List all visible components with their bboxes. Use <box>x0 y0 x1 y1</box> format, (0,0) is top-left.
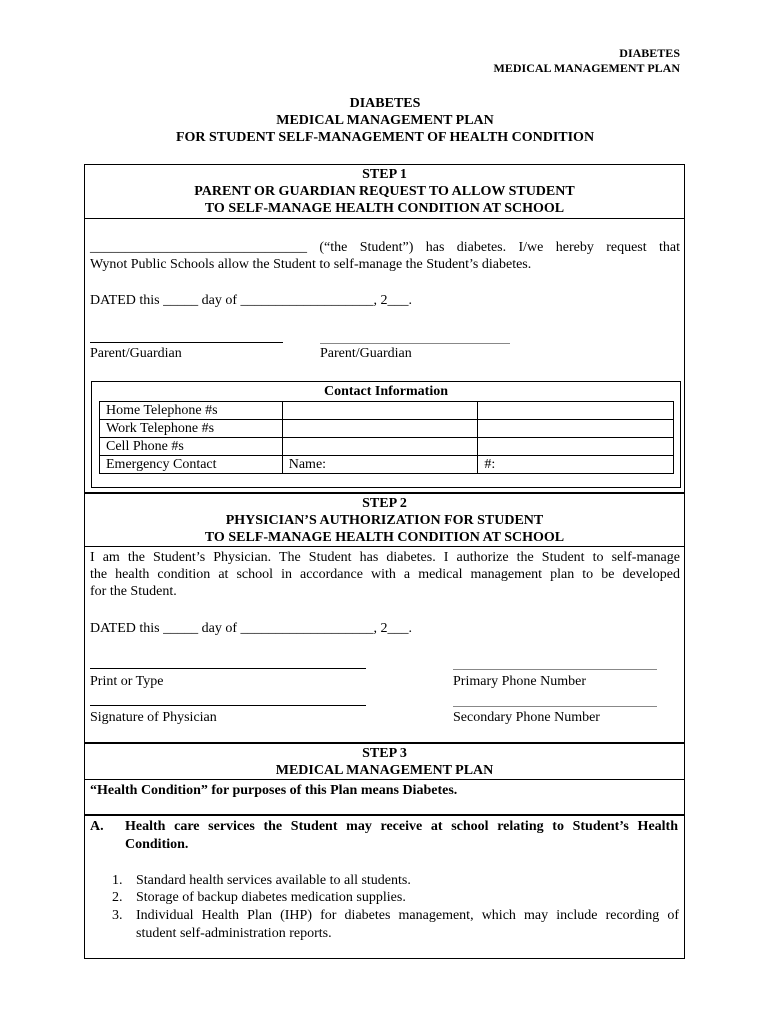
contact-cell[interactable] <box>282 402 478 420</box>
health-condition-definition: “Health Condition” for purposes of this Plan means Diabetes. <box>90 783 458 798</box>
step1-heading-line1: STEP 1 <box>362 167 407 182</box>
step1-dated-line[interactable]: DATED this _____ day of ___________________, 2___. <box>90 293 412 308</box>
document-title <box>0 95 770 146</box>
contact-cell[interactable] <box>478 420 674 438</box>
step1-request-line2: Wynot Public Schools allow the Student to self-manage the Student’s diabetes. <box>90 257 532 272</box>
contact-row-label: Work Telephone #s <box>100 420 283 438</box>
contact-info-table <box>99 401 674 474</box>
contact-row-label: Cell Phone #s <box>100 438 283 456</box>
divider <box>84 779 685 780</box>
emergency-number-cell[interactable]: #: <box>478 456 674 474</box>
parent1-label: Parent/Guardian <box>90 346 182 361</box>
step2-statement-line1: I am the Student’s Physician. The Student has diabetes. I authorize the Student to self-manage <box>90 550 680 565</box>
list-item-number: 2. <box>112 890 123 905</box>
section-a-heading-line1: Health care services the Student may receive at school relating to Student’s Health <box>125 819 678 834</box>
physician-signature-line[interactable] <box>90 705 366 706</box>
contact-cell[interactable] <box>282 438 478 456</box>
list-item-number: 3. <box>112 908 123 923</box>
step2-dated-line[interactable]: DATED this _____ day of ___________________, 2___. <box>90 621 412 636</box>
step1-request-line1: _______________________________ (“the Student”) has diabetes. I/we hereby request that <box>90 240 680 255</box>
list-item-number: 1. <box>112 873 123 888</box>
emergency-name-cell[interactable]: Name: <box>282 456 478 474</box>
running-head <box>494 46 680 76</box>
step1-request <box>90 239 680 273</box>
section-divider <box>84 492 685 494</box>
print-name-line[interactable] <box>90 668 366 669</box>
list-item: Standard health services available to all students. <box>136 873 411 888</box>
step2-heading-line2: PHYSICIAN’S AUTHORIZATION FOR STUDENT <box>225 513 544 528</box>
running-head-line1: DIABETES <box>619 46 680 60</box>
contact-info-title: Contact Information <box>323 384 449 399</box>
table-row <box>100 456 674 474</box>
list-item: Storage of backup diabetes medication supplies. <box>136 890 406 905</box>
step3-heading <box>84 745 685 779</box>
title-line3: FOR STUDENT SELF-MANAGEMENT OF HEALTH CONDITION <box>175 130 595 145</box>
contact-cell[interactable] <box>478 438 674 456</box>
parent2-signature-line[interactable] <box>320 343 510 344</box>
contact-cell[interactable] <box>282 420 478 438</box>
step2-heading-line1: STEP 2 <box>362 496 407 511</box>
section-a-heading-line2: Condition. <box>125 837 189 852</box>
step2-statement-line3: for the Student. <box>90 584 177 599</box>
list-item: Individual Health Plan (IHP) for diabetes management, which may include recording of <box>136 908 679 923</box>
primary-phone-line[interactable] <box>453 669 657 670</box>
contact-row-label: Emergency Contact <box>100 456 283 474</box>
divider <box>84 218 685 219</box>
list-item-continuation: student self-administration reports. <box>136 926 332 941</box>
contact-row-label: Home Telephone #s <box>100 402 283 420</box>
divider <box>84 546 685 547</box>
title-line1: DIABETES <box>349 96 421 111</box>
signature-label: Signature of Physician <box>90 710 217 725</box>
secondary-phone-line[interactable] <box>453 706 657 707</box>
step2-heading-line3: TO SELF-MANAGE HEALTH CONDITION AT SCHOOL <box>204 530 565 545</box>
step2-statement-line2: the health condition at school in accordance with a medical management plan to be developed <box>90 567 680 582</box>
step1-heading-line3: TO SELF-MANAGE HEALTH CONDITION AT SCHOOL <box>204 201 565 216</box>
section-a-letter: A. <box>90 819 104 834</box>
contact-cell[interactable] <box>478 402 674 420</box>
print-label: Print or Type <box>90 674 164 689</box>
primary-phone-label: Primary Phone Number <box>453 674 586 689</box>
step3-heading-line1: STEP 3 <box>362 746 407 761</box>
step2-heading <box>84 495 685 546</box>
secondary-phone-label: Secondary Phone Number <box>453 710 600 725</box>
step2-statement <box>90 549 680 600</box>
running-head-line2: MEDICAL MANAGEMENT PLAN <box>493 61 680 75</box>
step3-heading-line2: MEDICAL MANAGEMENT PLAN <box>275 763 494 778</box>
section-divider <box>84 742 685 744</box>
parent1-signature-line[interactable] <box>90 342 283 343</box>
section-divider <box>84 814 685 816</box>
table-row <box>100 420 674 438</box>
title-line2: MEDICAL MANAGEMENT PLAN <box>276 113 494 128</box>
table-row <box>100 402 674 420</box>
step1-heading-line2: PARENT OR GUARDIAN REQUEST TO ALLOW STUDENT <box>194 184 575 199</box>
step1-heading <box>84 166 685 217</box>
table-row <box>100 438 674 456</box>
parent2-label: Parent/Guardian <box>320 346 412 361</box>
